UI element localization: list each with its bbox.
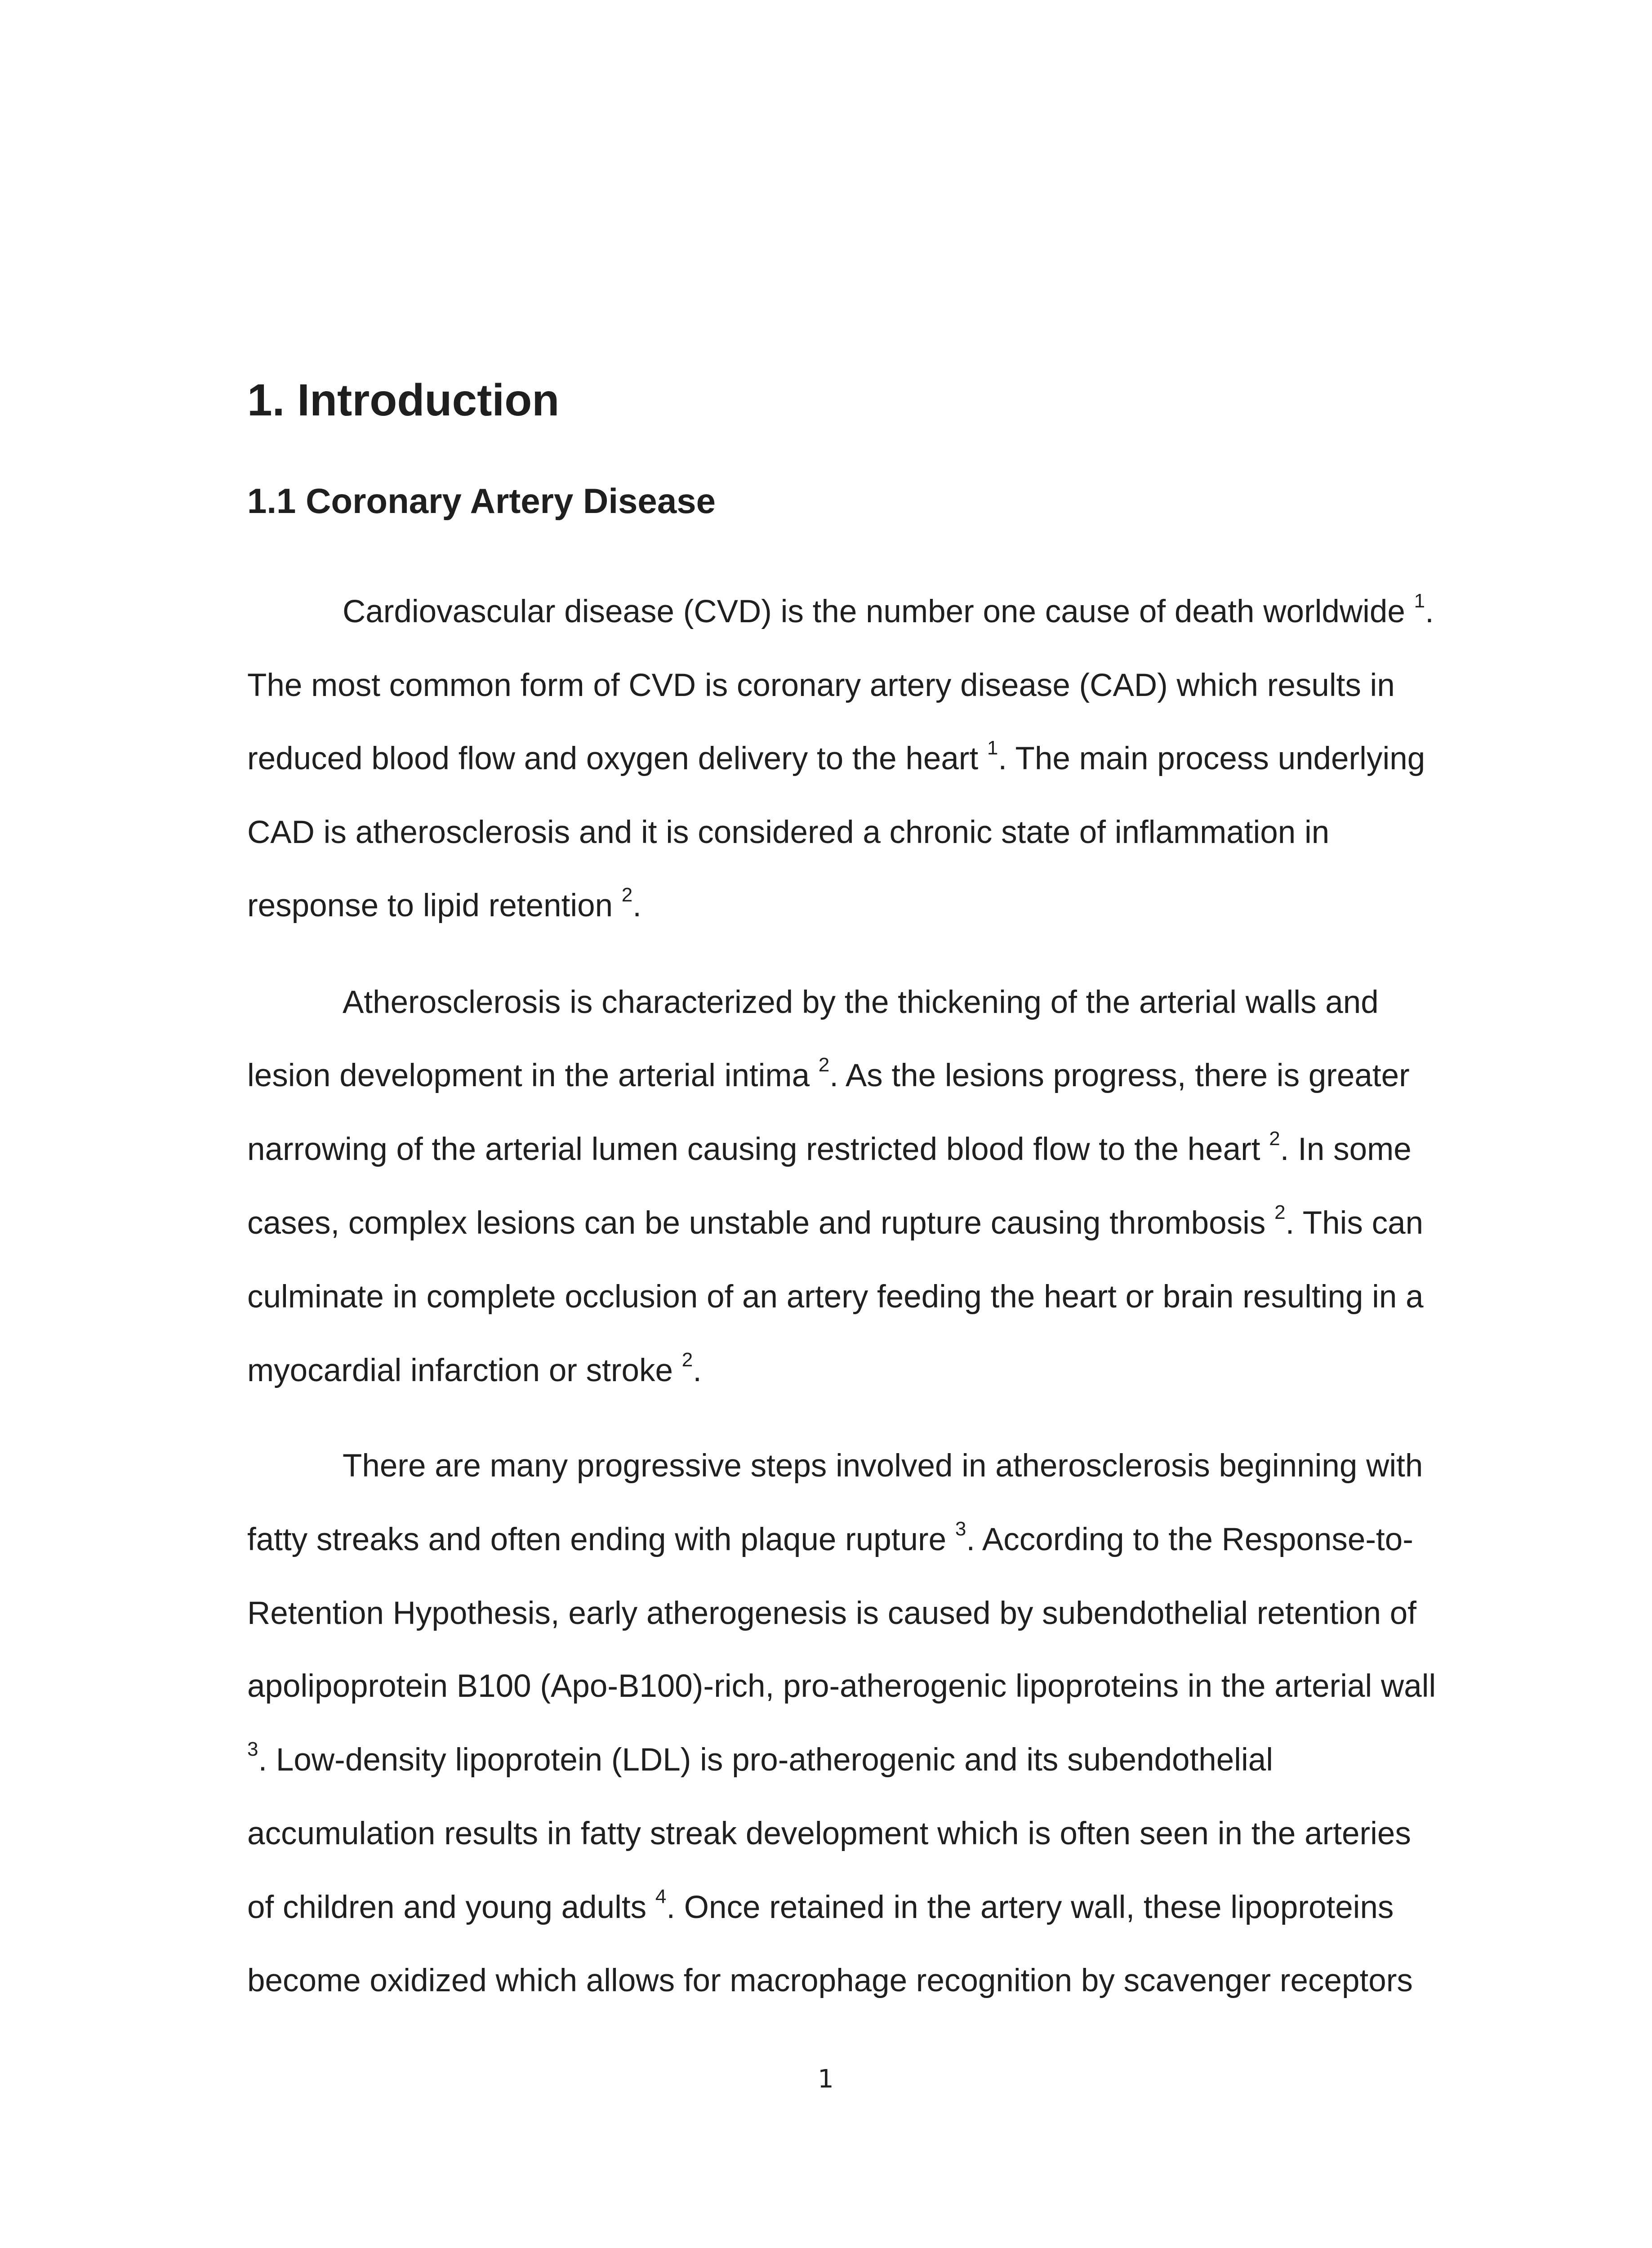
text-segment: The most common form of CVD is coronary artery disease (CAD) which results in <box>247 668 1395 703</box>
paragraph-2-line-3 <box>247 1129 1412 1170</box>
page-number: 1 <box>818 2065 834 2094</box>
text-segment: . The main process underlying <box>998 741 1425 776</box>
text-segment: reduced blood flow and oxygen delivery to the heart <box>247 741 987 776</box>
text-segment: apolipoprotein B100 (Apo-B100)-rich, pro-atherogenic lipoproteins in the arterial wall <box>247 1668 1436 1704</box>
paragraph-3-line-6 <box>247 1814 1411 1854</box>
citation-superscript: 2 <box>1274 1201 1286 1224</box>
paragraph-3-line-3 <box>247 1593 1416 1634</box>
paragraph-3-line-5 <box>247 1740 1273 1780</box>
citation-superscript: 1 <box>1414 590 1425 612</box>
text-segment: of children and young adults <box>247 1890 655 1925</box>
subsection-heading-coronary-artery-disease: 1.1 Coronary Artery Disease <box>247 481 716 521</box>
text-segment: . As the lesions progress, there is greater <box>829 1058 1410 1093</box>
paragraph-2-line-2 <box>247 1056 1410 1096</box>
paragraph-1-line-3 <box>247 739 1425 779</box>
text-segment: Cardiovascular disease (CVD) is the number one cause of death worldwide <box>343 594 1414 629</box>
paragraph-1-line-4 <box>247 812 1329 853</box>
text-segment: cases, complex lesions can be unstable and rupture causing thrombosis <box>247 1205 1275 1241</box>
text-segment: culminate in complete occlusion of an artery feeding the heart or brain resulting in a <box>247 1279 1424 1315</box>
citation-superscript: 2 <box>1269 1128 1280 1150</box>
text-segment: become oxidized which allows for macrophage recognition by scavenger receptors <box>247 1963 1413 1998</box>
text-segment: response to lipid retention <box>247 888 622 923</box>
text-segment: accumulation results in fatty streak development which is often seen in the arteries <box>247 1816 1411 1851</box>
paragraph-1-line-5 <box>247 886 641 926</box>
paragraph-1-line-2 <box>247 665 1395 706</box>
text-segment: . Low-density lipoprotein (LDL) is pro-atherogenic and its subendothelial <box>258 1742 1273 1778</box>
citation-superscript: 4 <box>655 1886 667 1908</box>
paragraph-3-line-7 <box>247 1887 1394 1928</box>
paragraph-1-line-1 <box>343 592 1434 632</box>
paragraph-2-line-6 <box>247 1351 702 1391</box>
text-segment: . <box>1425 594 1434 629</box>
text-segment: . In some <box>1280 1132 1412 1167</box>
text-segment: There are many progressive steps involved in atherosclerosis beginning with <box>343 1448 1423 1484</box>
text-segment: . This can <box>1285 1205 1424 1241</box>
paragraph-3-line-2 <box>247 1520 1413 1560</box>
citation-superscript: 2 <box>681 1349 693 1371</box>
paragraph-2-line-5 <box>247 1277 1424 1317</box>
text-segment: myocardial infarction or stroke <box>247 1353 682 1388</box>
text-segment: . Once retained in the artery wall, these lipoproteins <box>666 1890 1394 1925</box>
paragraph-3-line-4 <box>247 1666 1436 1707</box>
citation-superscript: 3 <box>955 1518 966 1540</box>
citation-superscript: 3 <box>247 1738 258 1761</box>
paragraph-3-line-1 <box>343 1446 1423 1486</box>
paragraph-2-line-4 <box>247 1203 1423 1244</box>
text-segment: Retention Hypothesis, early atherogenesis is caused by subendothelial retention of <box>247 1596 1416 1631</box>
text-segment: lesion development in the arterial intima <box>247 1058 819 1093</box>
text-segment: fatty streaks and often ending with plaque rupture <box>247 1522 955 1557</box>
citation-superscript: 2 <box>621 884 633 906</box>
citation-superscript: 1 <box>987 737 998 759</box>
text-segment: . <box>632 888 642 923</box>
text-segment: Atherosclerosis is characterized by the thickening of the arterial walls and <box>343 985 1379 1020</box>
citation-superscript: 2 <box>818 1054 830 1076</box>
text-segment: narrowing of the arterial lumen causing restricted blood flow to the heart <box>247 1132 1269 1167</box>
text-segment: CAD is atherosclerosis and it is considered a chronic state of inflammation in <box>247 815 1330 850</box>
paragraph-2-line-1 <box>343 982 1379 1023</box>
paragraph-3-line-8 <box>247 1961 1413 2001</box>
text-segment: . <box>693 1353 702 1388</box>
section-heading-introduction: 1. Introduction <box>247 375 560 425</box>
text-segment: . According to the Response-to- <box>966 1522 1413 1557</box>
